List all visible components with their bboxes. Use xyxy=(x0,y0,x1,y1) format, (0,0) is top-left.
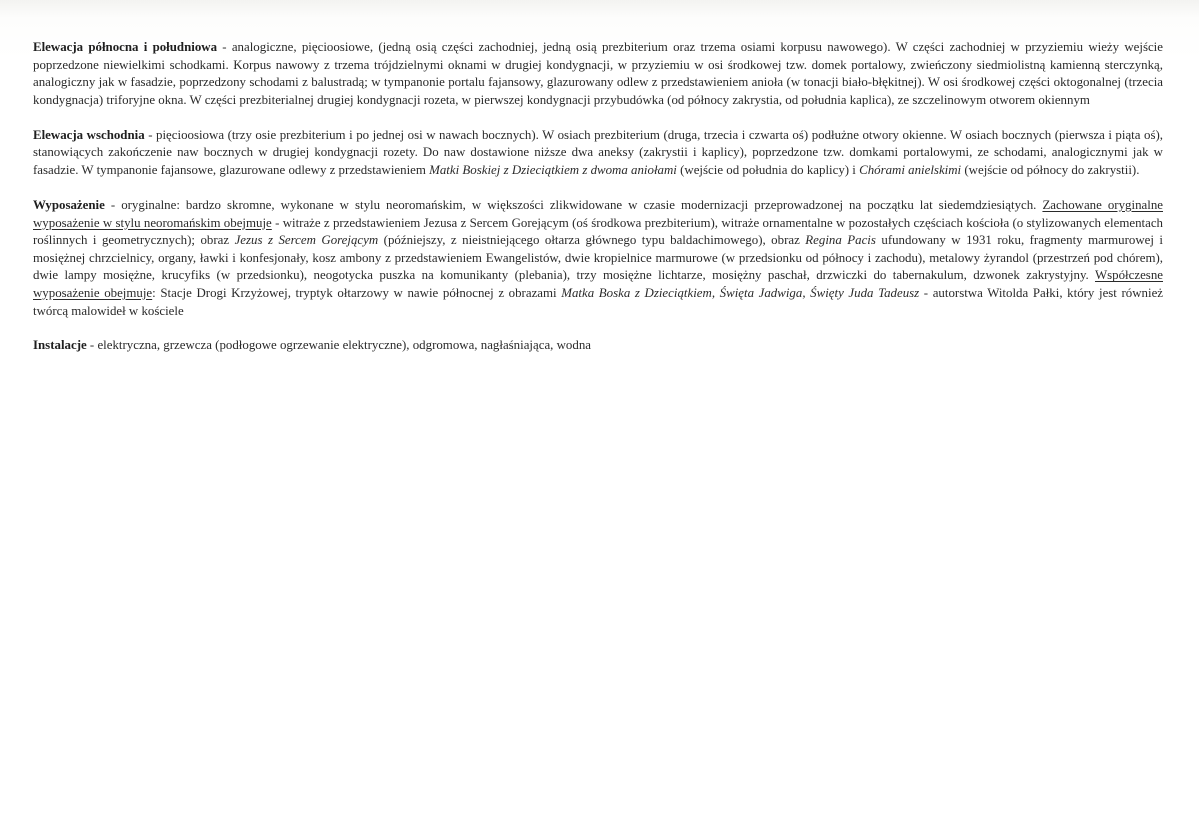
section-heading: Wyposażenie xyxy=(33,197,105,212)
section-text: ufundowany w 1931 roku, fragmenty marmurowej i mosiężnej chrzcielnicy, organy, ławki i konfesjonały, kosz ambony z przedstawieniem Ewangelistów, dwie kropielnice marmurowe (w przedsionku od północy i zachodu), metalowy żyrandol (przestrzeń pod chórem), dwie lampy mosiężne, krucyfiks (w przedsionku), neogotycka puszka na komunikanty (plebania), trzy mosiężne lichtarze, mosiężny paschał, drzwiczki do tabernakulum, dzwonek zakrystyjny. xyxy=(33,233,1164,283)
section-text: - analogiczne, pięcioosiowe, (jedną osią części zachodniej, jedną osią prezbiterium oraz trzema osiami korpusu nawowego). W części zachodniej w przyziemiu wieży wejście poprzedzone niewielkimi schodkami. Korpus nawowy z trzema trójdzielnymi oknami w drugiej kondygnacji, w przyziemiu w osi środkowej tzw. domek portalowy, zwieńczony siedmiolistną kamienną sterczynką, analogiczny jak w fasadzie, poprzedzony schodami z balustradą; w tympanonie portalu fajansowy, glazurowany odlew z przedstawieniem anioła (w tonacji biało-błękitnej). W osi środkowej części oktogonalnej (trzecia kondygnacja) triforyjne okna. W części prezbiterialnej drugiej kondygnacji rozeta, w pierwszej kondygnacji przybudówka (od północy zakrystia, od południa kaplica), ze szczelinowym otworem okiennym xyxy=(33,40,1163,107)
section-text-italic: Matka Boska z Dzieciątkiem, Święta Jadwiga, Święty Juda Tadeusz xyxy=(561,285,920,300)
section-text: : Stacje Drogi Krzyżowej, tryptyk ołtarzowy w nawie północnej z obrazami xyxy=(152,285,562,300)
section-heading: Instalacje xyxy=(33,338,87,353)
section-furnishings xyxy=(33,197,1163,320)
section-text: - autorstwa Witolda Pałki, który jest również twórcą malowideł w kościele xyxy=(33,285,1164,318)
section-text: - elektryczna, grzewcza (podłogowe ogrzewanie elektryczne), odgromowa, nagłaśniająca, wodna xyxy=(86,338,591,353)
section-east-elevation xyxy=(33,127,1163,180)
section-text-italic: Regina Pacis xyxy=(805,233,876,248)
section-text-italic: Jezus z Sercem Gorejącym xyxy=(234,233,379,248)
section-text-underlined: Zachowane oryginalne wyposażenie w stylu neoromańskim obejmuje xyxy=(33,197,1163,230)
section-heading: Elewacja wschodnia xyxy=(33,127,145,142)
section-text-italic: Matki Boskiej z Dzieciątkiem z dwoma aniołami xyxy=(429,162,677,177)
document-body xyxy=(33,39,1163,355)
section-text: - witraże z przedstawieniem Jezusa z Sercem Gorejącym (oś środkowa prezbiterium), witraże ornamentalne w pozostałych częściach kościoła (o stylizowanych elementach roślinnych i geometrycznych); obraz xyxy=(33,215,1163,248)
section-text: - oryginalne: bardzo skromne, wykonane w stylu neoromańskim, w większości zlikwidowane w czasie modernizacji przeprowadzonej na początku lat siedemdziesiątych. xyxy=(104,197,1043,212)
section-text: (wejście od północy do zakrystii). xyxy=(961,162,1140,177)
section-installations xyxy=(33,337,1163,355)
section-text-underlined: Współczesne wyposażenie obejmuje xyxy=(33,268,1163,300)
section-text-italic: Chórami anielskimi xyxy=(859,162,962,177)
section-text: - pięcioosiowa (trzy osie prezbiterium i po jednej osi w nawach bocznych). W osiach prezbiterium (druga, trzecia i czwarta oś) podłużne otwory okienne. W osiach bocznych (pierwsza i piąta oś), stanowiących zakończenie naw bocznych w drugiej kondygnacji rozety. Do naw dostawione niższe dwa aneksy (zakrystii i kaplicy), poprzedzone tzw. domkami portalowymi, ze schodami, analogicznymi jak w fasadzie. W tympanonie fajansowe, glazurowane odlewy z przedstawieniem xyxy=(33,127,1163,177)
section-north-south-elevation xyxy=(33,39,1163,109)
section-text: (późniejszy, z nieistniejącego ołtarza głównego typu baldachimowego), obraz xyxy=(378,233,806,248)
section-heading: Elewacja północna i południowa xyxy=(33,40,218,54)
section-text: (wejście od południa do kaplicy) i xyxy=(676,162,860,177)
